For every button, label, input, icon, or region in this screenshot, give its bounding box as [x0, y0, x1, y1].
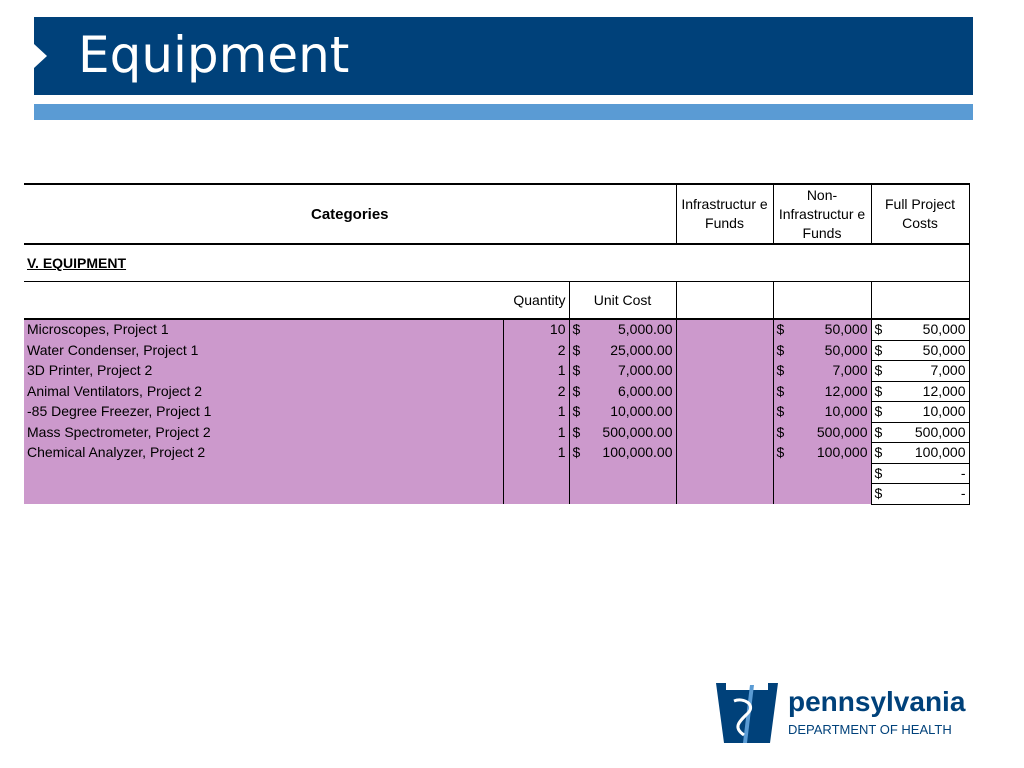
- table-row: [24, 443, 969, 464]
- table-header-row: [24, 184, 969, 244]
- item-name: Mass Spectrometer, Project 2: [24, 422, 503, 443]
- subheader-unit-cost: Unit Cost: [569, 282, 676, 320]
- non-infra-value: 100,000: [816, 444, 868, 460]
- item-name: [24, 463, 503, 484]
- subheader-full-blank: [871, 282, 969, 320]
- item-non-infrastructure-funds: [773, 443, 871, 464]
- currency-symbol: $: [776, 321, 785, 338]
- full-cost-value: 10,000: [922, 403, 966, 419]
- item-full-project-cost: [871, 361, 969, 382]
- item-quantity: 2: [503, 340, 569, 361]
- currency-symbol: $: [776, 423, 785, 440]
- item-unit-cost: [569, 361, 676, 382]
- table-row: [24, 463, 969, 484]
- item-quantity: 1: [503, 422, 569, 443]
- item-quantity: [503, 463, 569, 484]
- item-quantity: [503, 484, 569, 505]
- currency-symbol: $: [874, 485, 883, 501]
- item-unit-cost: [569, 340, 676, 361]
- item-full-project-cost: [871, 422, 969, 443]
- full-cost-value: 50,000: [922, 321, 966, 337]
- table-row: [24, 361, 969, 382]
- item-infrastructure-funds: [676, 422, 773, 443]
- currency-symbol: $: [572, 423, 581, 440]
- full-cost-value: -: [960, 485, 966, 501]
- unit-cost-value: 100,000.00: [602, 444, 673, 460]
- item-infrastructure-funds: [676, 319, 773, 340]
- accent-bar: [34, 104, 973, 120]
- item-unit-cost: [569, 402, 676, 423]
- header-non-infrastructure-funds: Non- Infrastructur e Funds: [773, 184, 871, 244]
- non-infra-value: 12,000: [824, 382, 868, 399]
- currency-symbol: $: [874, 423, 883, 440]
- full-cost-value: 500,000: [914, 423, 966, 440]
- table-row: [24, 402, 969, 423]
- item-quantity: 10: [503, 319, 569, 340]
- currency-symbol: $: [776, 382, 785, 399]
- section-title: V. EQUIPMENT: [24, 244, 969, 282]
- subheader-infra-blank: [676, 282, 773, 320]
- subheader-noninfra-blank: [773, 282, 871, 320]
- unit-cost-value: 500,000.00: [602, 423, 673, 440]
- item-full-project-cost: [871, 484, 969, 505]
- item-name: [24, 484, 503, 505]
- currency-symbol: $: [874, 464, 883, 481]
- table-row: [24, 340, 969, 361]
- item-non-infrastructure-funds: [773, 422, 871, 443]
- non-infra-value: 7,000: [832, 362, 868, 378]
- item-unit-cost: [569, 484, 676, 505]
- item-non-infrastructure-funds: [773, 402, 871, 423]
- pa-health-logo: [714, 681, 974, 745]
- full-cost-value: 12,000: [922, 382, 966, 399]
- unit-cost-value: 25,000.00: [610, 341, 673, 358]
- item-non-infrastructure-funds: [773, 463, 871, 484]
- non-infra-value: 50,000: [824, 321, 868, 338]
- full-cost-value: 7,000: [930, 362, 966, 378]
- keystone-logo-icon: [714, 681, 780, 745]
- subheader-quantity: Quantity: [503, 282, 569, 320]
- item-full-project-cost: [871, 402, 969, 423]
- full-cost-value: 100,000: [914, 444, 966, 460]
- item-full-project-cost: [871, 319, 969, 340]
- table-row: [24, 381, 969, 402]
- item-infrastructure-funds: [676, 381, 773, 402]
- item-non-infrastructure-funds: [773, 361, 871, 382]
- slide-title-bar: [34, 17, 973, 95]
- currency-symbol: $: [776, 362, 785, 378]
- non-infra-value: 50,000: [824, 341, 868, 358]
- item-name: Microscopes, Project 1: [24, 319, 503, 340]
- item-quantity: 2: [503, 381, 569, 402]
- item-non-infrastructure-funds: [773, 381, 871, 402]
- item-quantity: 1: [503, 443, 569, 464]
- logo-department: DEPARTMENT OF HEALTH: [788, 722, 952, 737]
- item-infrastructure-funds: [676, 340, 773, 361]
- table-row: [24, 422, 969, 443]
- currency-symbol: $: [572, 362, 581, 378]
- item-infrastructure-funds: [676, 402, 773, 423]
- non-infra-value: 10,000: [824, 403, 868, 419]
- subheader-row: [24, 282, 969, 320]
- item-full-project-cost: [871, 463, 969, 484]
- section-row: [24, 244, 969, 282]
- currency-symbol: $: [874, 444, 883, 460]
- currency-symbol: $: [776, 341, 785, 358]
- item-non-infrastructure-funds: [773, 319, 871, 340]
- item-infrastructure-funds: [676, 484, 773, 505]
- chevron-right-icon: [34, 44, 47, 68]
- table-row: [24, 484, 969, 505]
- table-row: [24, 319, 969, 340]
- item-quantity: 1: [503, 402, 569, 423]
- full-cost-value: -: [960, 464, 966, 481]
- item-unit-cost: [569, 319, 676, 340]
- item-name: -85 Degree Freezer, Project 1: [24, 402, 503, 423]
- currency-symbol: $: [572, 444, 581, 460]
- item-unit-cost: [569, 463, 676, 484]
- currency-symbol: $: [572, 403, 581, 419]
- item-name: 3D Printer, Project 2: [24, 361, 503, 382]
- item-full-project-cost: [871, 443, 969, 464]
- unit-cost-value: 10,000.00: [610, 403, 673, 419]
- currency-symbol: $: [776, 403, 785, 419]
- currency-symbol: $: [874, 341, 883, 358]
- logo-name: pennsylvania: [788, 686, 966, 717]
- item-quantity: 1: [503, 361, 569, 382]
- currency-symbol: $: [874, 321, 883, 337]
- item-infrastructure-funds: [676, 463, 773, 484]
- currency-symbol: $: [776, 444, 785, 460]
- non-infra-value: 500,000: [816, 423, 868, 440]
- currency-symbol: $: [572, 382, 581, 399]
- item-full-project-cost: [871, 381, 969, 402]
- currency-symbol: $: [572, 341, 581, 358]
- item-name: Chemical Analyzer, Project 2: [24, 443, 503, 464]
- item-non-infrastructure-funds: [773, 340, 871, 361]
- full-cost-value: 50,000: [922, 341, 966, 358]
- item-name: Animal Ventilators, Project 2: [24, 381, 503, 402]
- item-infrastructure-funds: [676, 443, 773, 464]
- item-infrastructure-funds: [676, 361, 773, 382]
- item-full-project-cost: [871, 340, 969, 361]
- header-full-project-costs: Full Project Costs: [871, 184, 969, 244]
- unit-cost-value: 7,000.00: [618, 362, 673, 378]
- currency-symbol: $: [874, 362, 883, 378]
- header-infrastructure-funds: Infrastructur e Funds: [676, 184, 773, 244]
- subheader-blank: [24, 282, 503, 320]
- currency-symbol: $: [572, 321, 581, 338]
- item-unit-cost: [569, 443, 676, 464]
- unit-cost-value: 6,000.00: [618, 382, 673, 399]
- item-non-infrastructure-funds: [773, 484, 871, 505]
- item-unit-cost: [569, 422, 676, 443]
- currency-symbol: $: [874, 403, 883, 419]
- item-name: Water Condenser, Project 1: [24, 340, 503, 361]
- table-body: [24, 319, 969, 504]
- header-categories: Categories: [24, 184, 676, 244]
- unit-cost-value: 5,000.00: [618, 321, 673, 338]
- item-unit-cost: [569, 381, 676, 402]
- equipment-budget-table: [24, 183, 970, 505]
- currency-symbol: $: [874, 382, 883, 399]
- slide-title: Equipment: [78, 26, 350, 84]
